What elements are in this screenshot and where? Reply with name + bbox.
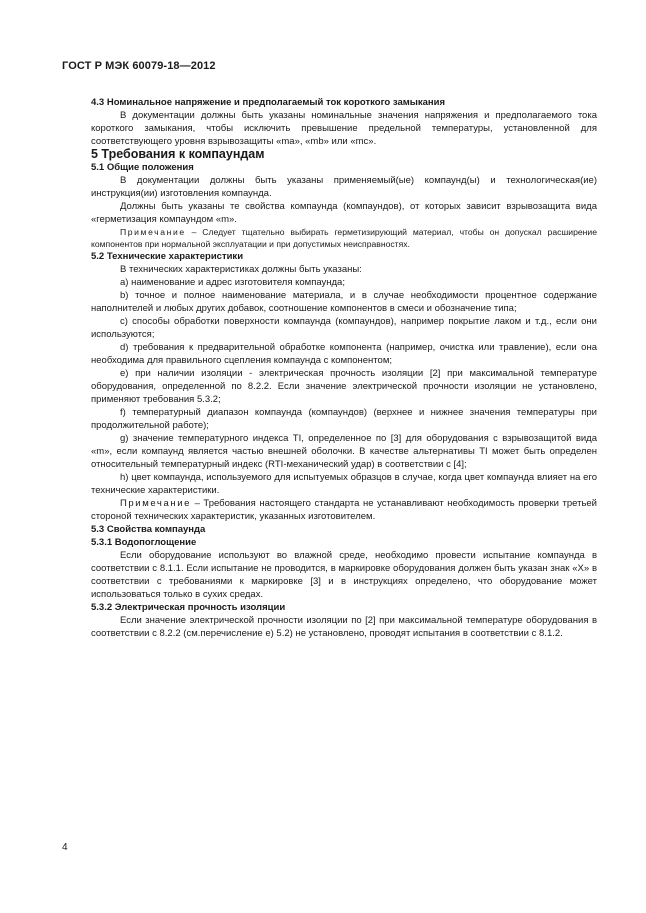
document-header: ГОСТ Р МЭК 60079-18—2012	[62, 60, 216, 72]
section-5-3-1-title: 5.3.1 Водопоглощение	[91, 537, 197, 548]
note-label: Примечание	[120, 498, 191, 509]
list-item-c: c) способы обработки поверхности компаунда (компаундов), например покрытие лаком и т.д., если они используются;	[91, 316, 597, 340]
section-5-3-2-text: Если значение электрической прочности изоляции по [2] при максимальной температуре оборудования в соответствии с 8.2.2 (см.перечисление е) 5.2) не установлено, проводят испытания в соответствии с 8.1.2.	[91, 615, 597, 639]
section-5-title: 5 Требования к компаундам	[91, 147, 265, 161]
note-text: – Следует тщательно выбирать герметизирующий материал, чтобы он допускал расширение компонентов при нормальной эксплуатации и при допустимых неисправностях.	[91, 227, 597, 249]
list-item-h: h) цвет компаунда, используемого для испытуемых образцов в случае, когда цвет компаунда влияет на его технические характеристики.	[91, 472, 597, 496]
section-5-2-intro: В технических характеристиках должны быть указаны:	[120, 264, 362, 275]
list-item-b: b) точное и полное наименование материала, и в случае необходимости процентное содержание наполнителей и любых других добавок, соотношение компонентов в смеси и обозначение типа;	[91, 290, 597, 314]
page-number: 4	[62, 842, 68, 853]
list-item-f: f) температурный диапазон компаунда (компаундов) (верхнее и нижнее значения температуры при продолжительной работе);	[91, 407, 597, 431]
section-5-1-title: 5.1 Общие положения	[91, 162, 194, 173]
note-text: – Требования настоящего стандарта не устанавливают необходимость проверки третьей стороной технических характеристик, указанных изготовителем.	[91, 498, 597, 522]
section-5-3-1-text: Если оборудование используют во влажной среде, необходимо провести испытание компаунда в соответствии с 8.1.1. Если испытание не проводится, в маркировке оборудования должен быть указан знак «X» в соответствии с требованиями к маркировке [3] и в инструкциях определено, что оборудование может использоваться только в сухих средах.	[91, 550, 597, 600]
list-item-e: e) при наличии изоляции - электрическая прочность изоляции [2] при максимальной температуре оборудования, определенной по 8.2.2. Если значение электрической прочности изоляции не установлено, применяют требования 5.3.2;	[91, 368, 597, 405]
section-5-3-title: 5.3 Свойства компаунда	[91, 524, 206, 535]
list-item-a: a) наименование и адрес изготовителя компаунда;	[120, 277, 345, 288]
page-content	[91, 96, 597, 640]
section-5-1-note	[91, 226, 597, 250]
section-5-3-2-title: 5.3.2 Электрическая прочность изоляции	[91, 602, 286, 613]
section-5-2-note	[91, 497, 597, 523]
list-item-d: d) требования к предварительной обработке компонента (например, очистка или травление), если она необходима для правильного сцепления компаунда с компонентом;	[91, 342, 597, 366]
section-5-1-paragraph-1: В документации должны быть указаны применяемый(ые) компаунд(ы) и технологическая(ие) инструкция(ии) изготовления компаунда.	[91, 175, 597, 199]
section-5-1-paragraph-2: Должны быть указаны те свойства компаунда (компаундов), от которых зависит взрывозащита вида «герметизация компаундом «m».	[91, 201, 597, 225]
section-5-2-title: 5.2 Технические характеристики	[91, 251, 244, 262]
section-4-3-title: 4.3 Номинальное напряжение и предполагаемый ток короткого замыкания	[91, 97, 446, 108]
section-4-3-text: В документации должны быть указаны номинальные значения напряжения и предполагаемого тока короткого замыкания, чтобы исключить превышение предельной температуры, установленной для соответствующего уровня взрывозащиты «ma», «mb» или «mc».	[91, 110, 597, 147]
list-item-g: g) значение температурного индекса TI, определенное по [3] для оборудования с взрывозащитой вида «m», если компаунд является частью внешней оболочки. В качестве альтернативы TI может быть определен относительный температурный индекс (RTI-механический удар) в соответствии с [4];	[91, 433, 597, 470]
note-label: Примечание	[120, 227, 186, 237]
